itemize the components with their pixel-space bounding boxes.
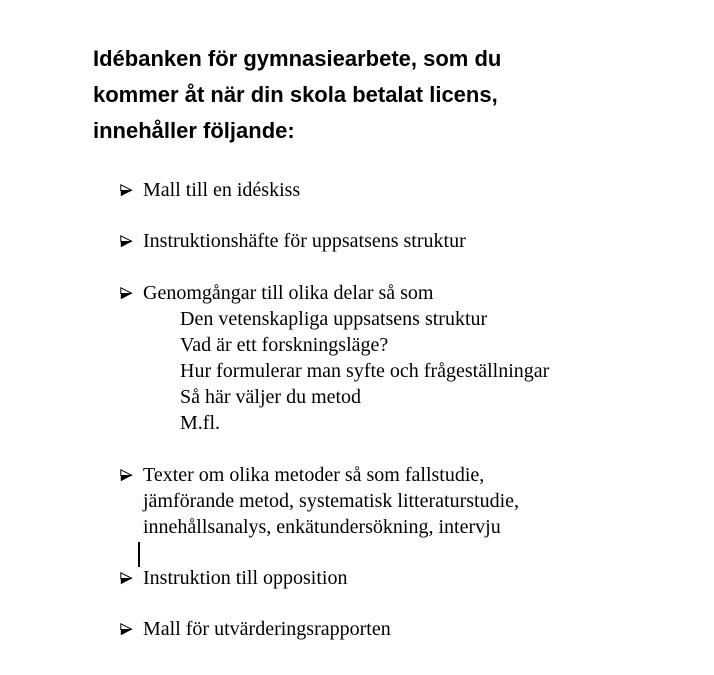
list-item-label: Mall för utvärderingsrapporten [143,618,391,640]
list-item [120,177,300,203]
list-item [120,565,347,591]
page-title [93,41,501,149]
list-item [120,462,519,540]
list-item [120,280,549,436]
list-item-line: jämförande metod, systematisk litteraturstudie, [143,490,520,512]
heading-line: kommer åt när din skola betalat licens, [93,82,498,107]
arrow-bullet-icon [120,565,143,585]
sub-list-item: Hur formulerar man syfte och frågeställningar [180,360,550,382]
list-item-label: Instruktion till opposition [143,567,348,589]
text-cursor [138,542,140,567]
arrow-bullet-icon [120,177,143,197]
sub-list-item: Den vetenskapliga uppsatsens struktur [180,308,488,330]
sub-list-item: M.fl. [180,412,220,434]
arrow-bullet-icon [120,280,143,300]
heading-line: Idébanken för gymnasiearbete, som du [93,46,502,71]
sub-list [180,306,549,436]
sub-list-item: Vad är ett forskningsläge? [180,334,389,356]
list-item-label: Mall till en idéskiss [143,179,301,201]
arrow-bullet-icon [120,462,143,482]
list-item-label [143,462,519,540]
list-item [120,616,391,642]
arrow-bullet-icon [120,616,143,636]
sub-list-item: Så här väljer du metod [180,386,362,408]
list-item-label: Instruktionshäfte för uppsatsens struktur [143,230,466,252]
arrow-bullet-icon [120,228,143,248]
list-item-label: Genomgångar till olika delar så som [143,282,434,304]
list-item-line: Texter om olika metoder så som fallstudie, [143,464,485,486]
list-item-line: innehållsanalys, enkätundersökning, intervju [143,516,501,538]
list-item [120,228,466,254]
heading-line: innehåller följande: [93,118,295,143]
